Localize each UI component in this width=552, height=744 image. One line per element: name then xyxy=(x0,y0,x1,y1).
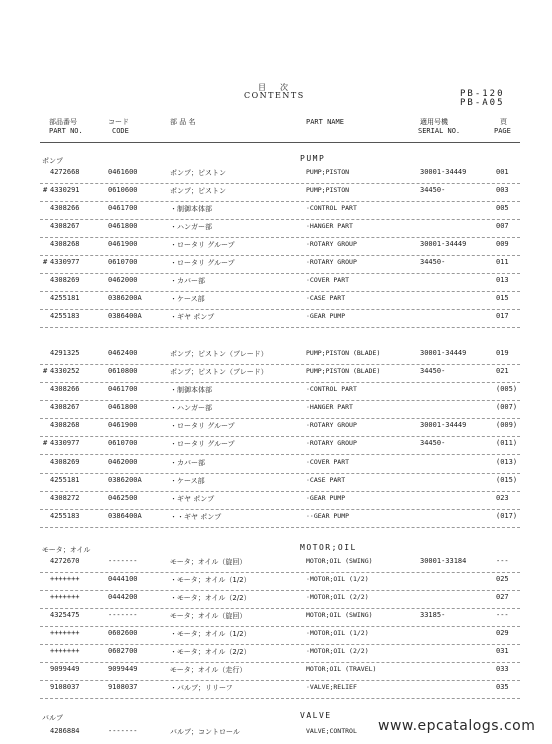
cell-code: 0461800 xyxy=(108,222,138,230)
cell-serial: 30001-34449 xyxy=(420,421,467,429)
model-code-2: PB-A05 xyxy=(460,98,505,108)
cell-part: 4308266 xyxy=(50,385,80,393)
cell-page: (007) xyxy=(496,403,518,411)
cell-page: --- xyxy=(496,611,509,619)
cell-page: 035 xyxy=(496,683,509,691)
cell-pname: ·CONTROL PART xyxy=(306,385,357,393)
cell-pname: ·CONTROL PART xyxy=(306,204,357,212)
table-row xyxy=(40,418,520,437)
table-row xyxy=(40,491,520,510)
table-row xyxy=(40,436,520,455)
cell-pname: PUMP;PISTON xyxy=(306,186,350,194)
table-row xyxy=(40,608,520,627)
cell-part: 4308269 xyxy=(50,276,80,284)
col-header-page-en: PAGE xyxy=(494,127,511,135)
cell-code: 9099449 xyxy=(108,665,138,673)
cell-code: 0386200A xyxy=(108,294,142,302)
cell-code: 0610800 xyxy=(108,367,138,375)
cell-name: モータ；オイル（走行） xyxy=(170,666,247,674)
cell-code: 0461600 xyxy=(108,168,138,176)
col-header-serial-en: SERIAL NO. xyxy=(418,127,461,135)
table-row xyxy=(40,165,520,184)
cell-part: 4308268 xyxy=(50,240,80,248)
cell-page: 015 xyxy=(496,294,509,302)
cell-page: --- xyxy=(496,557,509,565)
cell-code: 0386400A xyxy=(108,312,142,320)
table-row xyxy=(40,273,520,292)
cell-serial: 30001-34449 xyxy=(420,240,467,248)
cell-name: ・ロータリ グループ xyxy=(170,422,235,430)
cell-pname: ·ROTARY GROUP xyxy=(306,258,357,266)
cell-code: ------- xyxy=(108,611,138,619)
cell-part: +++++++ xyxy=(50,629,80,637)
table-row xyxy=(40,680,520,699)
cell-code: 0444200 xyxy=(108,593,138,601)
cell-name: ・ロータリ グループ xyxy=(170,241,235,249)
cell-page: 005 xyxy=(496,204,509,212)
table-row xyxy=(40,255,520,274)
table-row xyxy=(40,662,520,681)
cell-pname: VALVE;CONTROL xyxy=(306,727,357,735)
table-row xyxy=(40,309,520,328)
cell-code: 0461900 xyxy=(108,240,138,248)
cell-part: 4272668 xyxy=(50,168,80,176)
cell-code: 0462000 xyxy=(108,458,138,466)
cell-mark: # xyxy=(43,367,48,375)
cell-code: 0610700 xyxy=(108,258,138,266)
col-header-partname-en: PART NAME xyxy=(306,118,344,126)
cell-part: +++++++ xyxy=(50,647,80,655)
cell-code: 0461800 xyxy=(108,403,138,411)
col-header-code-jp: コード xyxy=(108,118,129,126)
cell-name: ・ギヤ ポンプ xyxy=(170,495,215,503)
cell-code: 9108037 xyxy=(108,683,138,691)
table-row xyxy=(40,291,520,310)
cell-part: 4272670 xyxy=(50,557,80,565)
cell-part: 4308272 xyxy=(50,494,80,502)
cell-pname: ·ROTARY GROUP xyxy=(306,421,357,429)
cell-code: 0386400A xyxy=(108,512,142,520)
cell-name: モータ；オイル（旋回） xyxy=(170,558,247,566)
header-divider xyxy=(40,142,520,143)
cell-name: ポンプ；ピストン（ブレード） xyxy=(170,350,268,358)
cell-name: ・ロータリ グループ xyxy=(170,259,235,267)
cell-part: 4330252 xyxy=(50,367,80,375)
table-row xyxy=(40,364,520,383)
cell-part: 4255183 xyxy=(50,312,80,320)
cell-name: ・カバー部 xyxy=(170,277,205,285)
cell-part: 4255183 xyxy=(50,512,80,520)
cell-pname: ·MOTOR;OIL (1/2) xyxy=(306,629,369,637)
cell-name: ポンプ；ピストン xyxy=(170,187,226,195)
cell-pname: ·GEAR PUMP xyxy=(306,312,346,320)
cell-page: 025 xyxy=(496,575,509,583)
cell-page: 009 xyxy=(496,240,509,248)
cell-name: ・モータ；オイル（1/2） xyxy=(170,630,251,638)
cell-page: (005) xyxy=(496,385,518,393)
table-row xyxy=(40,346,520,365)
cell-code: ------- xyxy=(108,557,138,565)
table-row xyxy=(40,473,520,492)
cell-pname: ··GEAR PUMP xyxy=(306,512,350,520)
section-motor-jp: モータ；オイル xyxy=(42,546,91,554)
cell-pname: ·CASE PART xyxy=(306,294,346,302)
cell-code: 0462400 xyxy=(108,349,138,357)
cell-serial: 34450- xyxy=(420,367,446,375)
table-row xyxy=(40,237,520,256)
cell-serial: 30001-33184 xyxy=(420,557,467,565)
cell-name: ・・ギヤ ポンプ xyxy=(170,513,222,521)
cell-page: 029 xyxy=(496,629,509,637)
cell-serial: 34450- xyxy=(420,186,446,194)
cell-part: 4330291 xyxy=(50,186,80,194)
cell-name: ・ケース部 xyxy=(170,295,205,303)
cell-code: 0444100 xyxy=(108,575,138,583)
cell-part: 4330977 xyxy=(50,258,80,266)
cell-name: ポンプ；ピストン（ブレード） xyxy=(170,368,268,376)
cell-page: 013 xyxy=(496,276,509,284)
cell-page: (013) xyxy=(496,458,518,466)
table-row xyxy=(40,572,520,591)
cell-serial: 34450- xyxy=(420,258,446,266)
cell-part: 4308268 xyxy=(50,421,80,429)
cell-code: ------- xyxy=(108,727,138,735)
table-row xyxy=(40,554,520,573)
section-valve-jp: バルブ xyxy=(42,714,63,722)
section-motor-en: MOTOR;OIL xyxy=(300,543,357,552)
cell-pname: ·ROTARY GROUP xyxy=(306,439,357,447)
cell-name: ポンプ；ピストン xyxy=(170,169,226,177)
cell-pname: PUMP;PISTON (BLADE) xyxy=(306,349,381,357)
cell-mark: # xyxy=(43,258,48,266)
watermark-text: www.epcatalogs.com xyxy=(378,718,536,734)
cell-code: 0462500 xyxy=(108,494,138,502)
col-header-part-jp: 部品番号 xyxy=(49,118,77,126)
cell-name: ・ケース部 xyxy=(170,477,205,485)
cell-pname: ·MOTOR;OIL (2/2) xyxy=(306,593,369,601)
cell-name: モータ；オイル（旋回） xyxy=(170,612,247,620)
cell-pname: ·MOTOR;OIL (2/2) xyxy=(306,647,369,655)
cell-page: (017) xyxy=(496,512,518,520)
cell-name: ・ギヤ ポンプ xyxy=(170,313,215,321)
cell-pname: ·HANGER PART xyxy=(306,403,353,411)
table-row xyxy=(40,590,520,609)
cell-code: 0602700 xyxy=(108,647,138,655)
section-pump-en: PUMP xyxy=(300,154,326,163)
cell-code: 0610600 xyxy=(108,186,138,194)
col-header-page-jp: 頁 xyxy=(500,118,507,126)
col-header-name-jp: 部 品 名 xyxy=(170,118,196,126)
cell-name: ・モータ；オイル（2/2） xyxy=(170,648,251,656)
cell-pname: MOTOR;OIL (SWING) xyxy=(306,557,373,565)
cell-serial: 30001-34449 xyxy=(420,168,467,176)
cell-page: 001 xyxy=(496,168,509,176)
cell-part: 9099449 xyxy=(50,665,80,673)
cell-page: 027 xyxy=(496,593,509,601)
cell-serial: 34450- xyxy=(420,439,446,447)
cell-pname: ·GEAR PUMP xyxy=(306,494,346,502)
table-row xyxy=(40,219,520,238)
title-japanese: 目次 xyxy=(258,83,302,92)
cell-pname: ·CASE PART xyxy=(306,476,346,484)
table-row xyxy=(40,644,520,663)
cell-name: ・制御本体部 xyxy=(170,386,212,394)
cell-page: (015) xyxy=(496,476,518,484)
cell-name: ・カバー部 xyxy=(170,459,205,467)
cell-page: 033 xyxy=(496,665,509,673)
table-row xyxy=(40,509,520,528)
cell-pname: PUMP;PISTON xyxy=(306,168,350,176)
table-row xyxy=(40,201,520,220)
cell-part: 4308267 xyxy=(50,222,80,230)
cell-page: 017 xyxy=(496,312,509,320)
cell-pname: ·MOTOR;OIL (1/2) xyxy=(306,575,369,583)
cell-pname: ·COVER PART xyxy=(306,458,350,466)
cell-name: ・モータ；オイル（2/2） xyxy=(170,594,251,602)
cell-mark: # xyxy=(43,439,48,447)
cell-part: +++++++ xyxy=(50,575,80,583)
cell-pname: MOTOR;OIL (SWING) xyxy=(306,611,373,619)
cell-pname: MOTOR;OIL (TRAVEL) xyxy=(306,665,377,673)
cell-part: 4286884 xyxy=(50,727,80,735)
cell-pname: ·VALVE;RELIEF xyxy=(306,683,357,691)
cell-part: 4255181 xyxy=(50,294,80,302)
table-row xyxy=(40,400,520,419)
cell-pname: PUMP;PISTON (BLADE) xyxy=(306,367,381,375)
cell-name: ・バルブ；リリーフ xyxy=(170,684,233,692)
cell-code: 0461700 xyxy=(108,385,138,393)
cell-code: 0602600 xyxy=(108,629,138,637)
table-row xyxy=(40,183,520,202)
section-pump-jp: ポンプ xyxy=(42,157,63,165)
cell-part: 4325475 xyxy=(50,611,80,619)
cell-part: 4291325 xyxy=(50,349,80,357)
cell-page: 023 xyxy=(496,494,509,502)
table-row xyxy=(40,626,520,645)
cell-serial: 30001-34449 xyxy=(420,349,467,357)
col-header-part-en: PART NO. xyxy=(49,127,83,135)
cell-page: 031 xyxy=(496,647,509,655)
cell-page: 019 xyxy=(496,349,509,357)
cell-page: 011 xyxy=(496,258,509,266)
cell-page: (011) xyxy=(496,439,518,447)
cell-code: 0461900 xyxy=(108,421,138,429)
cell-pname: ·COVER PART xyxy=(306,276,350,284)
cell-code: 0462000 xyxy=(108,276,138,284)
cell-name: バルブ；コントロール xyxy=(170,728,240,736)
cell-code: 0610700 xyxy=(108,439,138,447)
cell-part: 4330977 xyxy=(50,439,80,447)
title-english: CONTENTS xyxy=(244,91,305,100)
cell-mark: # xyxy=(43,186,48,194)
cell-code: 0461700 xyxy=(108,204,138,212)
cell-serial: 33185- xyxy=(420,611,446,619)
cell-name: ・モータ；オイル（1/2） xyxy=(170,576,251,584)
cell-page: 003 xyxy=(496,186,509,194)
cell-part: 4308269 xyxy=(50,458,80,466)
cell-name: ・ハンガー部 xyxy=(170,404,212,412)
cell-name: ・ロータリ グループ xyxy=(170,440,235,448)
section-valve-en: VALVE xyxy=(300,711,332,720)
col-header-code-en: CODE xyxy=(112,127,129,135)
cell-part: 4308266 xyxy=(50,204,80,212)
model-code-1: PB-120 xyxy=(460,89,505,99)
cell-pname: ·HANGER PART xyxy=(306,222,353,230)
table-row xyxy=(40,455,520,474)
table-row xyxy=(40,382,520,401)
cell-page: (009) xyxy=(496,421,518,429)
cell-code: 0386200A xyxy=(108,476,142,484)
cell-page: 021 xyxy=(496,367,509,375)
cell-pname: ·ROTARY GROUP xyxy=(306,240,357,248)
cell-part: 4255181 xyxy=(50,476,80,484)
cell-part: 4308267 xyxy=(50,403,80,411)
cell-name: ・制御本体部 xyxy=(170,205,212,213)
cell-part: +++++++ xyxy=(50,593,80,601)
col-header-serial-jp: 適用号機 xyxy=(420,118,448,126)
cell-part: 9108037 xyxy=(50,683,80,691)
cell-page: 007 xyxy=(496,222,509,230)
cell-name: ・ハンガー部 xyxy=(170,223,212,231)
